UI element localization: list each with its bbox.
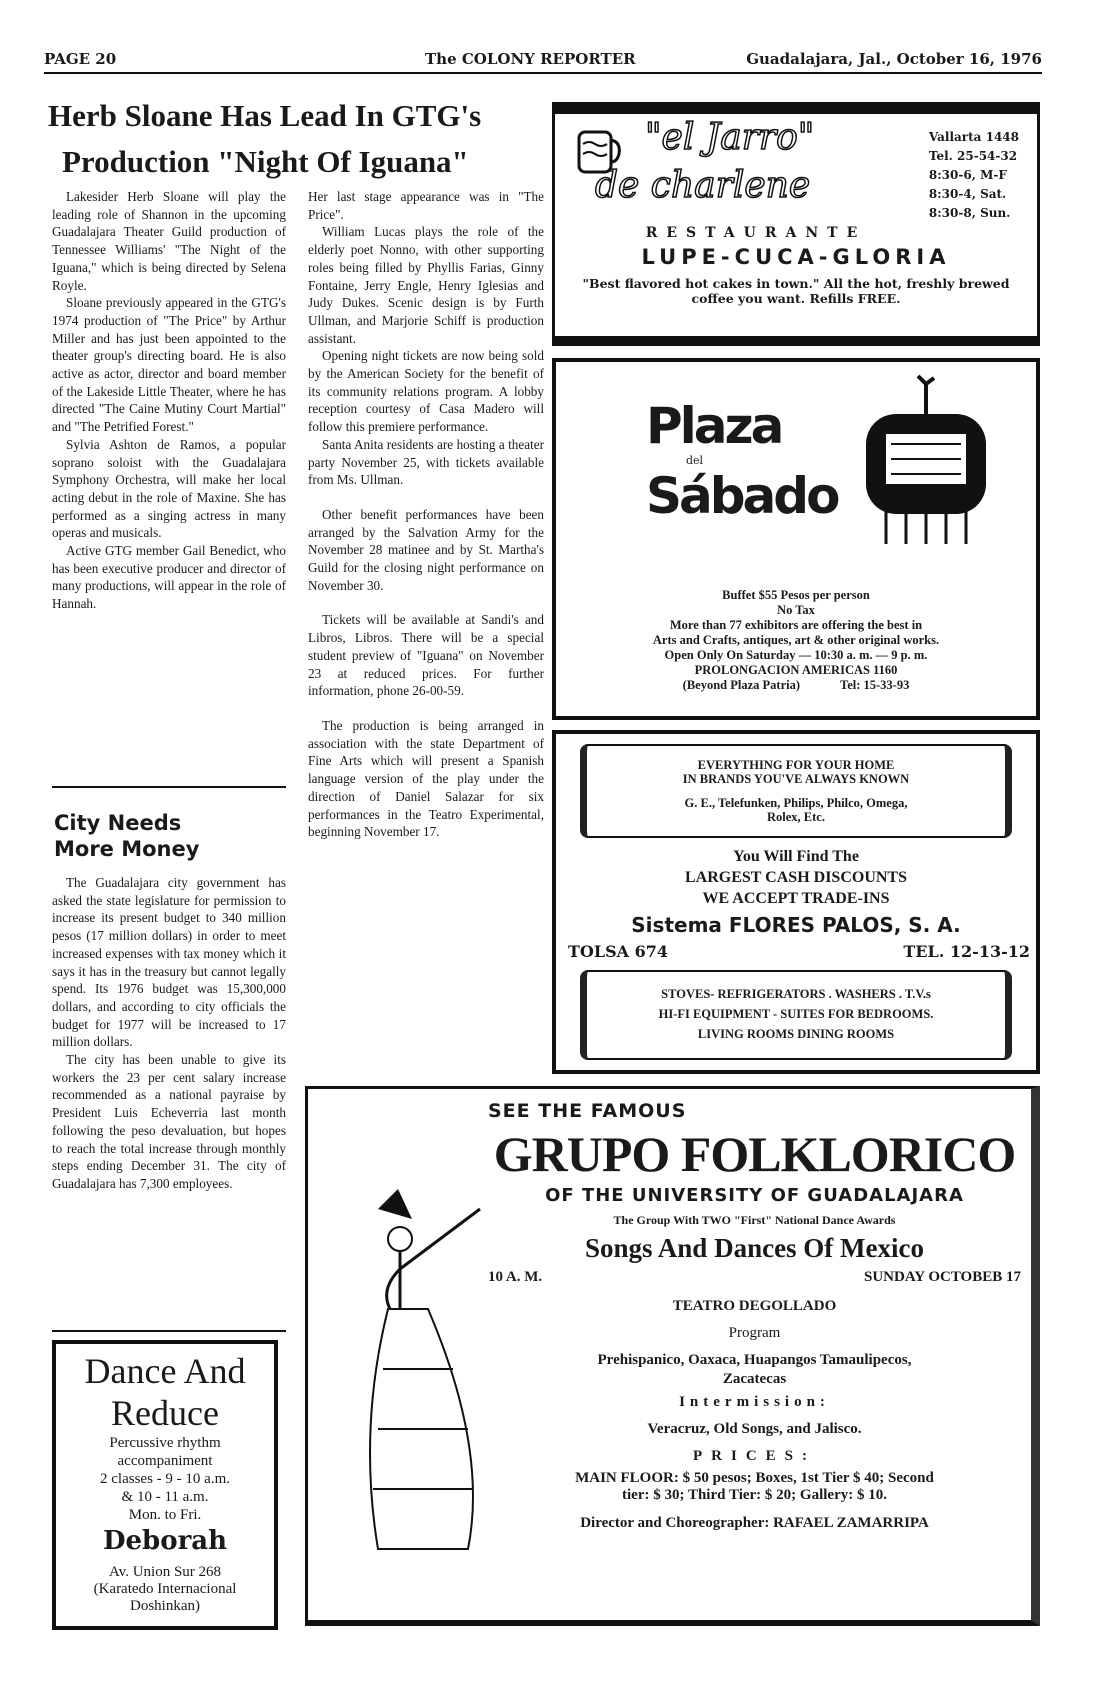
paragraph: Sloane previously appeared in the GTG's 1974 production of "The Price" by Arthur Miller and has just been appointed to the theater group's directing board. He is also active as actor, director and board member of the Lakeside Little Theater, where he has directed "The Caine Mutiny Court Martial" and "The Petrified Forest." [52, 295, 286, 435]
hours: 8:30-4, Sat. [928, 187, 1007, 201]
ad-el-jarro-restaurant [552, 102, 1040, 346]
ad-subtitle: OF THE UNIVERSITY OF GUADALAJARA [545, 1185, 964, 1206]
director: Director and Choreographer: RAFAEL ZAMARRIPA [580, 1515, 929, 1531]
intermission: Veracruz, Old Songs, and Jalisco. [647, 1421, 862, 1437]
ad-line: No Tax [777, 603, 815, 617]
ad-address: (Karatedo Internacional [93, 1581, 237, 1597]
ad-line: PROLONGACION AMERICAS 1160 [694, 663, 898, 677]
ad-line: accompaniment [117, 1453, 213, 1469]
ad-line: IN BRANDS YOU'VE ALWAYS KNOWN [682, 772, 910, 786]
ad-line: Arts and Crafts, antiques, art & other original works. [652, 633, 940, 647]
ad-kicker: SEE THE FAMOUS [488, 1100, 687, 1122]
paragraph: William Lucas plays the role of the elderly poet Nonno, with other supporting roles being filled by Phyllis Farias, Ginny Fontaine, Jerry Engle, Henry Iglesias and Judy Dukes. Scenic design is by Furth Ullman, and Marjorie Schiff is production assistant. [308, 224, 544, 346]
subhead-line-2: More Money [54, 837, 200, 861]
headline-line-1: Herb Sloane Has Lead In GTG's [48, 98, 482, 133]
program: Prehispanico, Oaxaca, Huapangos Tamaulipecos, [597, 1352, 912, 1368]
column-rule [52, 786, 286, 788]
phone: TEL. 12-13-12 [903, 942, 1030, 961]
ad-line: More than 77 exhibitors are offering the best in [669, 618, 923, 632]
masthead-rule [44, 72, 1042, 74]
subhead-line-1: City Needs [54, 811, 182, 835]
ad-line: Mon. to Fri. [128, 1507, 202, 1523]
ad-grupo-folklorico [305, 1086, 1040, 1626]
awards: The Group With TWO "First" National Dance Awards [613, 1213, 896, 1227]
program: Zacatecas [722, 1371, 787, 1387]
paragraph: Active GTG member Gail Benedict, who has been executive producer and director of many productions, will appear in the role of Hannah. [52, 543, 286, 612]
paragraph: Other benefit performances have been arranged by the Salvation Army for the November 28 matinee and by St. Martha's Guild for the closing night performance on November 30. [308, 506, 544, 593]
prices: MAIN FLOOR: $ 50 pesos; Boxes, 1st Tier $ 40; Second [575, 1470, 934, 1486]
column-rule [52, 1330, 286, 1332]
ad-line: & 10 - 11 a.m. [121, 1489, 209, 1505]
products-box [580, 970, 1012, 1060]
restaurant-label: RESTAURANTE [645, 225, 867, 241]
phone: Tel. 25-54-32 [928, 149, 1018, 163]
intermission-label: Intermission: [679, 1394, 830, 1410]
ad-line: Buffet $55 Pesos per person [722, 588, 870, 602]
ad-line: LIVING ROOMS DINING ROOMS [697, 1027, 895, 1041]
ad-flores-palos [552, 730, 1040, 1074]
ad-line: EVERYTHING FOR YOUR HOME [697, 758, 895, 772]
newspaper-name: The COLONY REPORTER [425, 50, 636, 68]
prices: tier: $ 30; Third Tier: $ 20; Gallery: $ 10. [622, 1487, 887, 1503]
address: Vallarta 1448 [928, 130, 1019, 144]
ad-line: WE ACCEPT TRADE-INS [702, 890, 890, 907]
venue: TEATRO DEGOLLADO [672, 1298, 837, 1314]
article-column-1 [52, 188, 286, 613]
owners: LUPE-CUCA-GLORIA [641, 245, 951, 269]
logo-line-2: de charlene [595, 165, 811, 206]
folk-dancer-illustration [338, 1169, 488, 1589]
ad-line: STOVES- REFRIGERATORS . WASHERS . T.V.s [661, 987, 931, 1001]
article-column-2 [308, 188, 544, 841]
page-number: PAGE 20 [44, 50, 117, 68]
brands: Rolex, Etc. [767, 810, 825, 824]
landmark: (Beyond Plaza Patria) [682, 678, 800, 692]
ad-address: Doshinkan) [130, 1598, 200, 1614]
logo-line-3: Sábado [646, 467, 838, 525]
show-time: 10 A. M. [488, 1269, 543, 1285]
address: TOLSA 674 [568, 942, 669, 961]
logo-line-2: del [686, 454, 704, 467]
logo-line-1: Plaza [646, 397, 782, 455]
paragraph: The city has been unable to give its workers the 23 per cent salary increase recommended as a national payraise by President Luis Echeverria last month following the peso devaluation, but hopes to reach the total increase through monthly steps ending December 31. The city of Guadalajara has 7,300 employees. [52, 1052, 286, 1191]
ad-plaza-del-sabado [552, 358, 1040, 720]
brands: G. E., Telefunken, Philips, Philco, Omega, [684, 796, 908, 810]
company-name: Sistema FLORES PALOS, S. A. [631, 913, 961, 937]
logo-line-1: "el Jarro" [645, 117, 815, 158]
phone: Tel: 15-33-93 [840, 678, 910, 692]
ad-dance-and-reduce [52, 1340, 278, 1630]
paragraph: Lakesider Herb Sloane will play the leading role of Shannon in the upcoming Guadalajara Theater Guild production of Tennessee Williams' "The Night of the Iguana," which is being directed by Selena Royle. [52, 189, 286, 293]
paragraph: Opening night tickets are now being sold by the American Society for the benefit of its community relations program. A lobby reception courtesy of Casa Madero will follow this premiere performance. [308, 348, 544, 435]
ad-address: Av. Union Sur 268 [108, 1564, 222, 1580]
ad-line: 2 classes - 9 - 10 a.m. [100, 1471, 230, 1487]
paragraph: The Guadalajara city government has asked the state legislature for permission to increase its present budget to 340 million pesos (17 million dollars) in order to meet increased expenses with tax money which it says it has in the treasury but cannot legally spend. Its 1976 budget was 15,300,000 dollars, and according to city officials the budget for 1977 will be increased to 17 million dollars. [52, 875, 286, 1050]
ad-title: Dance And [84, 1351, 246, 1391]
paragraph: Sylvia Ashton de Ramos, a popular soprano soloist with the Guadalajara Symphony Orchestra, will make her local acting debut in the role of Maxine. She has performed as a singing actress in many operas and musicals. [52, 436, 286, 541]
dateline: Guadalajara, Jal., October 16, 1976 [746, 50, 1042, 68]
article-city-budget [52, 874, 286, 1193]
prices-label: PRICES: [692, 1448, 816, 1464]
paragraph: Tickets will be available at Sandi's and Libros, Libros. There will be a special student preview of "Iguana" on November 23 at reduced prices. For further information, phone 26-00-59. [308, 612, 544, 699]
ad-title: Reduce [111, 1393, 219, 1433]
program-label: Program [728, 1325, 781, 1341]
ad-line: You Will Find The [733, 848, 859, 865]
paragraph: The production is being arranged in association with the state Department of Fine Arts which will present a Spanish language version of the play under the direction of Daniel Salazar for six performances in the Teatro Experimental, beginning November 17. [308, 717, 544, 840]
hours: 8:30-6, M-F [928, 168, 1007, 182]
market-vendor-illustration [856, 374, 996, 554]
show-date: SUNDAY OCTOBEB 17 [864, 1269, 1021, 1285]
headline-line-2: Production "Night Of Iguana" [62, 144, 469, 179]
ad-line: Open Only On Saturday — 10:30 a. m. — 9 p. m. [664, 648, 928, 662]
ad-line: HI-FI EQUIPMENT - SUITES FOR BEDROOMS. [658, 1007, 934, 1021]
hours: 8:30-8, Sun. [928, 206, 1011, 220]
ad-line: LARGEST CASH DISCOUNTS [685, 869, 907, 886]
paragraph: Santa Anita residents are hosting a theater party November 25, with tickets available from Ms. Ullman. [308, 436, 544, 488]
ad-title: GRUPO FOLKLORICO [493, 1126, 1016, 1182]
paragraph: Her last stage appearance was in "The Price". [308, 189, 544, 222]
tagline: "Best flavored hot cakes in town." All the hot, freshly brewed coffee you want. Refills FREE. [582, 276, 1010, 306]
show-title: Songs And Dances Of Mexico [584, 1233, 925, 1263]
ad-line: Percussive rhythm [109, 1435, 221, 1451]
brands-box [580, 744, 1012, 838]
ad-name: Deborah [102, 1526, 228, 1556]
